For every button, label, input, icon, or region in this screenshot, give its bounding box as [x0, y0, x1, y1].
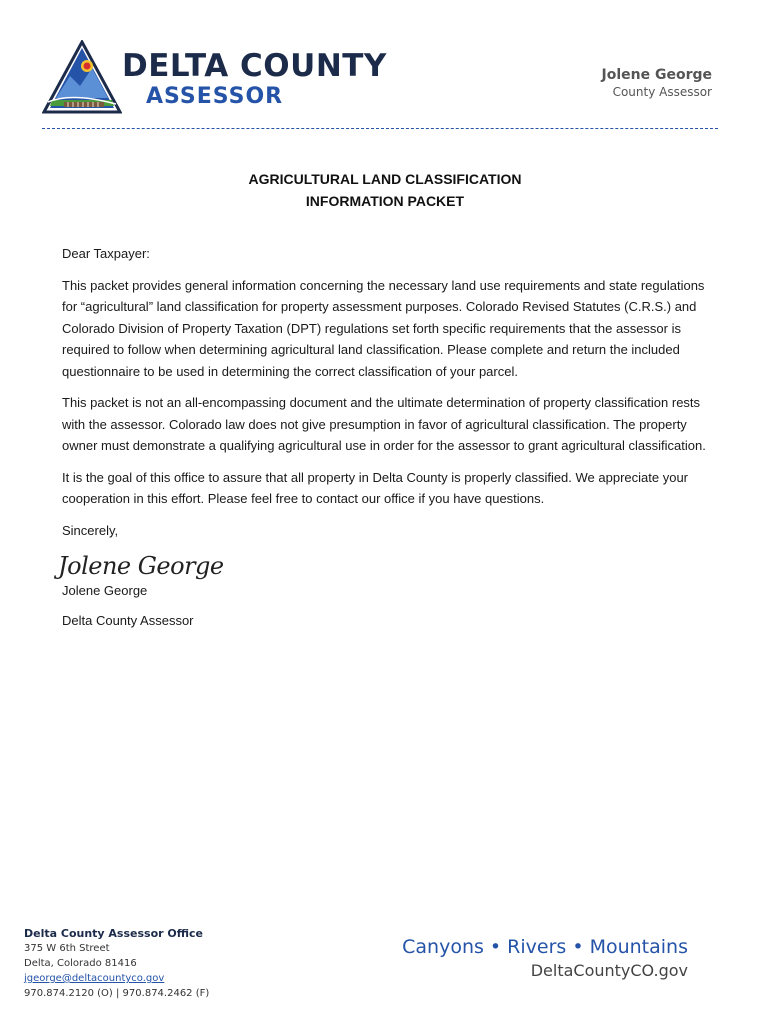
brand-wordmark: [122, 48, 387, 110]
tagline: Canyons • Rivers • Mountains: [402, 936, 688, 958]
signer-title: Delta County Assessor: [62, 613, 194, 628]
phone-numbers: 970.874.2120 (O) | 970.874.2462 (F): [24, 988, 210, 999]
org-name: DELTA COUNTY: [122, 48, 387, 84]
org-sub: ASSESSOR: [146, 84, 284, 109]
document-title: [0, 168, 770, 212]
footer-branding: [402, 934, 688, 982]
footer-contact: [24, 926, 209, 1001]
paragraph-2: This packet is not an all-encompassing document and the ultimate determination of property classification rests with the assessor. Colorado law does not give presumption in favor of agricultural classification. The property owner must demonstrate a qualifying agricultural use in order for the assessor to grant agricultural classification.: [62, 395, 706, 453]
greeting: Dear Taxpayer:: [62, 246, 150, 261]
signer-name: Jolene George: [62, 583, 148, 598]
title-line-1: AGRICULTURAL LAND CLASSIFICATION: [248, 171, 522, 187]
official-title: County Assessor: [612, 85, 712, 99]
official-block: [602, 66, 712, 100]
official-name: Jolene George: [601, 67, 712, 83]
title-line-2: INFORMATION PACKET: [305, 193, 465, 209]
mountain-triangle-logo-icon: [42, 40, 122, 116]
handwritten-signature: Jolene George: [58, 552, 224, 580]
website-link[interactable]: DeltaCountyCO.gov: [530, 961, 688, 980]
closing: Sincerely,: [62, 522, 119, 538]
paragraph-1: This packet provides general information concerning the necessary land use requirements and state regulations for “agricultural” land classification for property assessment purposes. Colorado Revised Statutes (C.R.S.) and Colorado Division of Property Taxation (DPT) regulations set forth specific requirements that the assessor is required to follow when determining agricultural land classification. Please complete and return the included questionnaire to be used in determining the correct classification of your parcel.: [62, 277, 705, 379]
header-divider: [42, 128, 718, 129]
paragraph-3: It is the goal of this office to assure that all property in Delta County is properly classified. We appreciate your cooperation in this effort. Please feel free to contact our office if you have questions.: [62, 469, 688, 506]
letter-body: [58, 243, 722, 641]
address-line-2: Delta, Colorado 81416: [24, 958, 137, 969]
address-line-1: 375 W 6th Street: [24, 943, 110, 954]
office-name: Delta County Assessor Office: [24, 927, 203, 940]
email-link[interactable]: jgeorge@deltacountyco.gov: [24, 973, 165, 984]
